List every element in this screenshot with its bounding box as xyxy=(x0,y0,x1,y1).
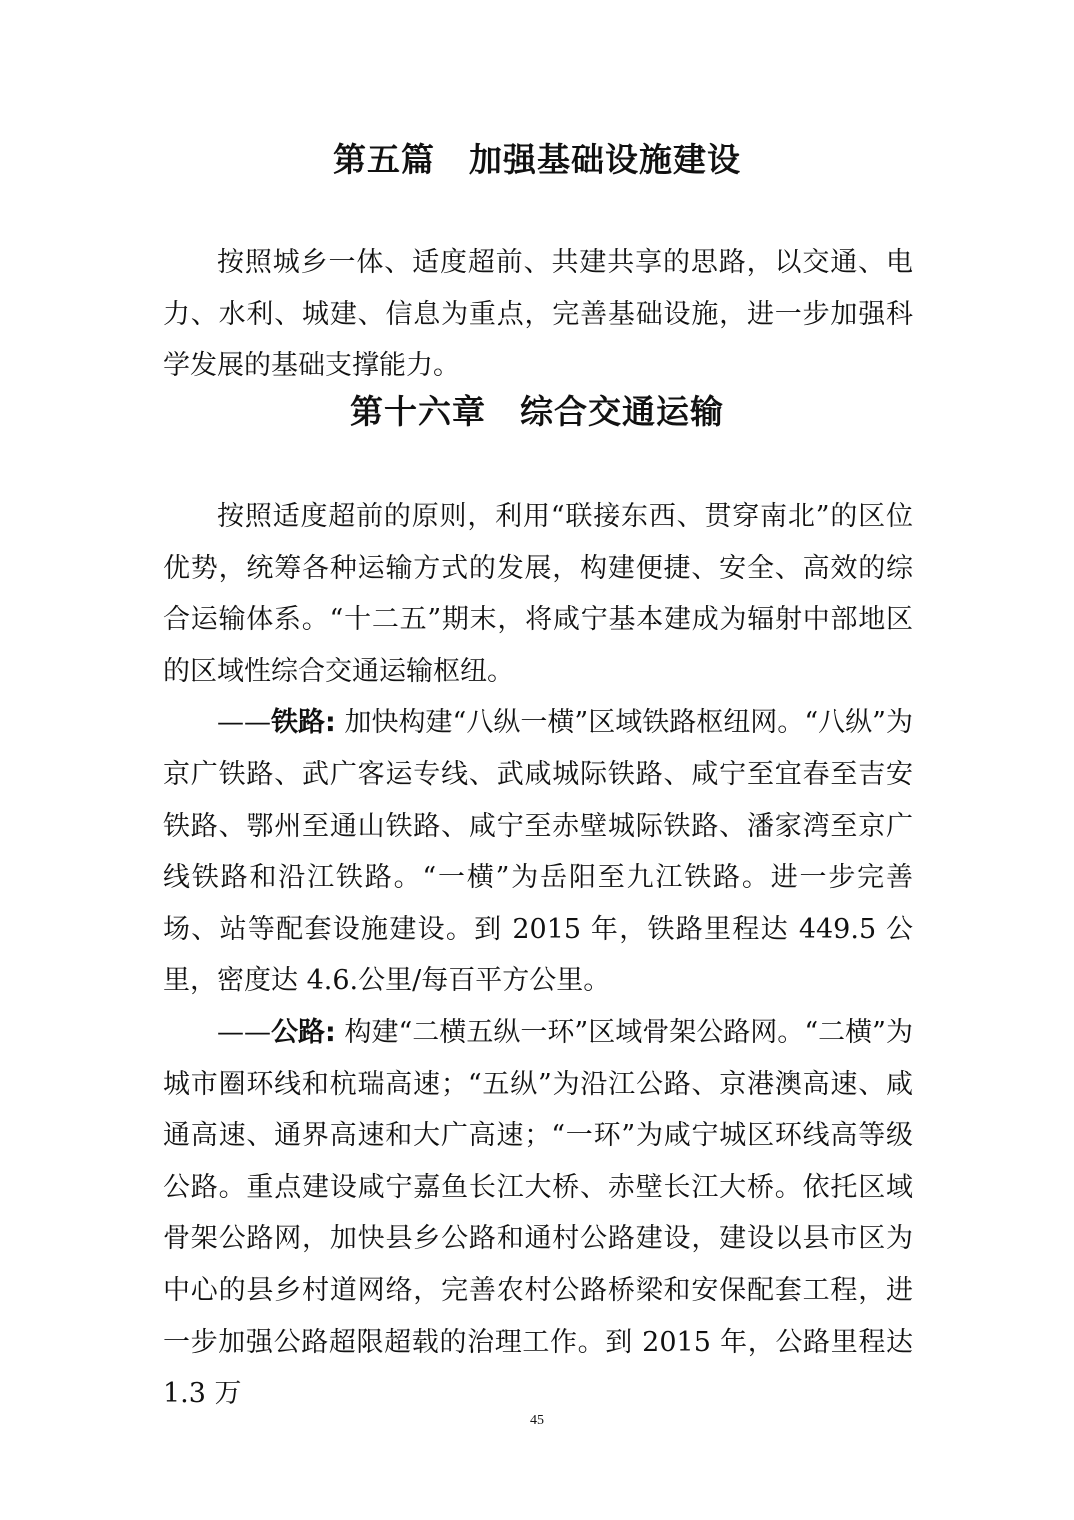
chapter-body xyxy=(163,491,913,1420)
part-title: 第五篇 加强基础设施建设 xyxy=(333,140,741,179)
highway-lead: 公路: xyxy=(271,1016,336,1048)
chapter-title: 第十六章 综合交通运输 xyxy=(350,392,724,431)
highway-paragraph xyxy=(163,1007,913,1420)
highway-dash: —— xyxy=(217,1016,271,1048)
page-number: 45 xyxy=(530,1413,544,1428)
railway-text: 加快构建“八纵一横”区域铁路枢纽网。“八纵”为京广铁路、武广客运专线、武咸城际铁路、咸宁至宜春至吉安铁路、鄂州至通山铁路、咸宁至赤壁城际铁路、潘家湾至京广线铁路和沿江铁路。“一横”为岳阳至九江铁路。进一步完善场、站等配套设施建设。到 2015 年，铁路里程达 449.5 公里，密度达 4.6.公里/每百平方公里。 xyxy=(163,707,913,997)
intro-section xyxy=(163,237,913,392)
intro-paragraph: 按照城乡一体、适度超前、共建共享的思路，以交通、电力、水利、城建、信息为重点，完善基础设施，进一步加强科学发展的基础支撑能力。 xyxy=(163,247,913,382)
highway-text: 构建“二横五纵一环”区域骨架公路网。“二横”为城市圈环线和杭瑞高速；“五纵”为沿江公路、京港澳高速、咸通高速、通界高速和大广高速；“一环”为咸宁城区环线高等级公路。重点建设咸宁嘉鱼长江大桥、赤壁长江大桥。依托区域骨架公路网，加快县乡公路和通村公路建设，建设以县市区为中心的县乡村道网络，完善农村公路桥梁和安保配套工程，进一步加强公路超限超载的治理工作。到 2015 年，公路里程达 1.3 万 xyxy=(163,1016,913,1410)
railway-lead: 铁路: xyxy=(271,707,336,739)
railway-paragraph xyxy=(163,697,913,1007)
railway-dash: —— xyxy=(217,707,271,739)
chapter-intro-paragraph: 按照适度超前的原则，利用“联接东西、贯穿南北”的区位优势，统筹各种运输方式的发展，构建便捷、安全、高效的综合运输体系。“十二五”期末，将咸宁基本建成为辐射中部地区的区域性综合交通运输枢纽。 xyxy=(163,501,913,687)
